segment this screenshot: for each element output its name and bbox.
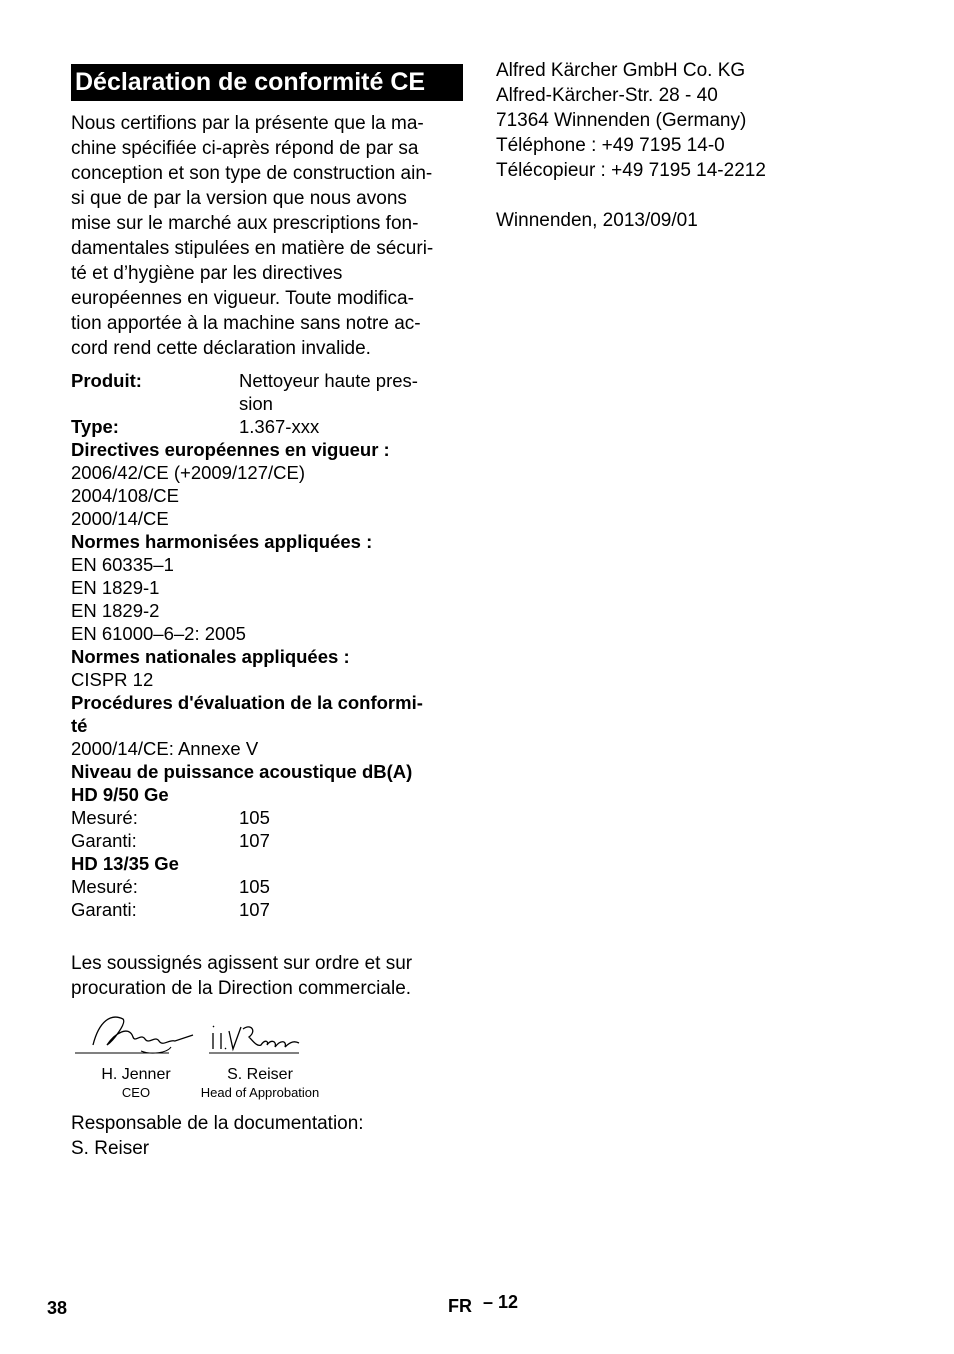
intro-line: européennes en vigueur. Toute modifica- [71,288,414,309]
guaranteed-value: 107 [239,899,270,920]
type-row [71,415,463,438]
signatory-name: H. Jenner [101,1066,171,1083]
guaranteed-row [71,898,463,921]
measured-row [71,875,463,898]
signature-reiser-icon [195,1011,325,1061]
harmonized-item: EN 60335–1 [71,554,174,575]
procedures-title: Procédures d'évaluation de la conformi- [71,692,423,713]
doc-responsible-name: S. Reiser [71,1138,150,1159]
undersigned-line: Les soussignés agissent sur ordre et sur [71,953,413,974]
intro-line: chine spécifiée ci-après répond de par sa [71,138,419,159]
undersigned-line: procuration de la Direction commerciale. [71,978,412,999]
company-line: Téléphone : +49 7195 14-0 [496,135,725,156]
right-column [496,58,896,233]
type-label: Type: [71,416,119,437]
intro-line: damentales stipulées en matière de sécuri- [71,238,434,259]
model-name: HD 13/35 Ge [71,853,179,874]
procedures-title: té [71,715,88,736]
product-value-line: Nettoyeur haute pres- [239,370,418,391]
guaranteed-label: Garanti: [71,899,137,920]
company-line: Alfred Kärcher GmbH Co. KG [496,60,746,81]
footer-section [448,1292,519,1317]
place-date: Winnenden, 2013/09/01 [496,210,698,231]
acoustic-title: Niveau de puissance acoustique dB(A) [71,761,413,782]
national-title: Normes nationales appliquées : [71,646,350,667]
product-value [239,369,463,415]
guaranteed-row [71,829,463,852]
measured-value: 105 [239,807,270,828]
intro-line: tion apportée à la machine sans notre ac- [71,313,421,334]
type-value: 1.367-xxx [239,416,320,437]
intro-line: mise sur le marché aux prescriptions fon- [71,213,419,234]
product-row [71,369,463,415]
guaranteed-label: Garanti: [71,830,137,851]
undersigned-paragraph [71,951,463,1001]
signatory-name: S. Reiser [227,1066,293,1083]
measured-label: Mesuré: [71,807,138,828]
directives-title: Directives européennes en vigueur : [71,439,390,460]
footer-lang: FR [448,1296,472,1316]
company-line: 71364 Winnenden (Germany) [496,110,747,131]
page-title: Déclaration de conformité CE [71,64,463,101]
national-item: CISPR 12 [71,669,154,690]
directive-item: 2000/14/CE [71,508,169,529]
spec-block [71,369,463,921]
signatures [71,1011,463,1101]
intro-line: conception et son type de construction ain- [71,163,433,184]
signature-block-jenner [71,1011,201,1102]
signatory-title: Head of Approbation [200,1085,320,1100]
intro-line: Nous certifions par la présente que la ma- [71,113,424,134]
doc-responsible [71,1111,463,1161]
signatory-title: CEO [121,1085,151,1100]
measured-label: Mesuré: [71,876,138,897]
directive-item: 2006/42/CE (+2009/127/CE) [71,462,305,483]
guaranteed-value: 107 [239,830,270,851]
doc-responsible-label: Responsable de la documentation: [71,1113,364,1134]
directive-item: 2004/108/CE [71,485,180,506]
harmonized-item: EN 1829-1 [71,577,160,598]
intro-line: cord rend cette déclaration invalide. [71,338,371,359]
product-label: Produit: [71,370,142,391]
company-line: Alfred-Kärcher-Str. 28 - 40 [496,85,718,106]
harmonized-item: EN 1829-2 [71,600,160,621]
footer-section-number: – 12 [483,1292,519,1312]
measured-value: 105 [239,876,270,897]
procedures-item: 2000/14/CE: Annexe V [71,738,259,759]
intro-line: si que de par la version que nous avons [71,188,407,209]
signature-block-reiser [195,1011,325,1102]
harmonized-title: Normes harmonisées appliquées : [71,531,373,552]
page-number: 38 [47,1298,68,1318]
signature-jenner-icon [71,1011,201,1061]
harmonized-item: EN 61000–6–2: 2005 [71,623,246,644]
product-value-line: sion [239,393,273,414]
measured-row [71,806,463,829]
spacer [496,183,896,208]
intro-paragraph [71,111,463,361]
left-column [71,64,463,1161]
model-name: HD 9/50 Ge [71,784,169,805]
intro-line: té et d’hygiène par les directives [71,263,343,284]
company-line: Télécopieur : +49 7195 14-2212 [496,160,766,181]
